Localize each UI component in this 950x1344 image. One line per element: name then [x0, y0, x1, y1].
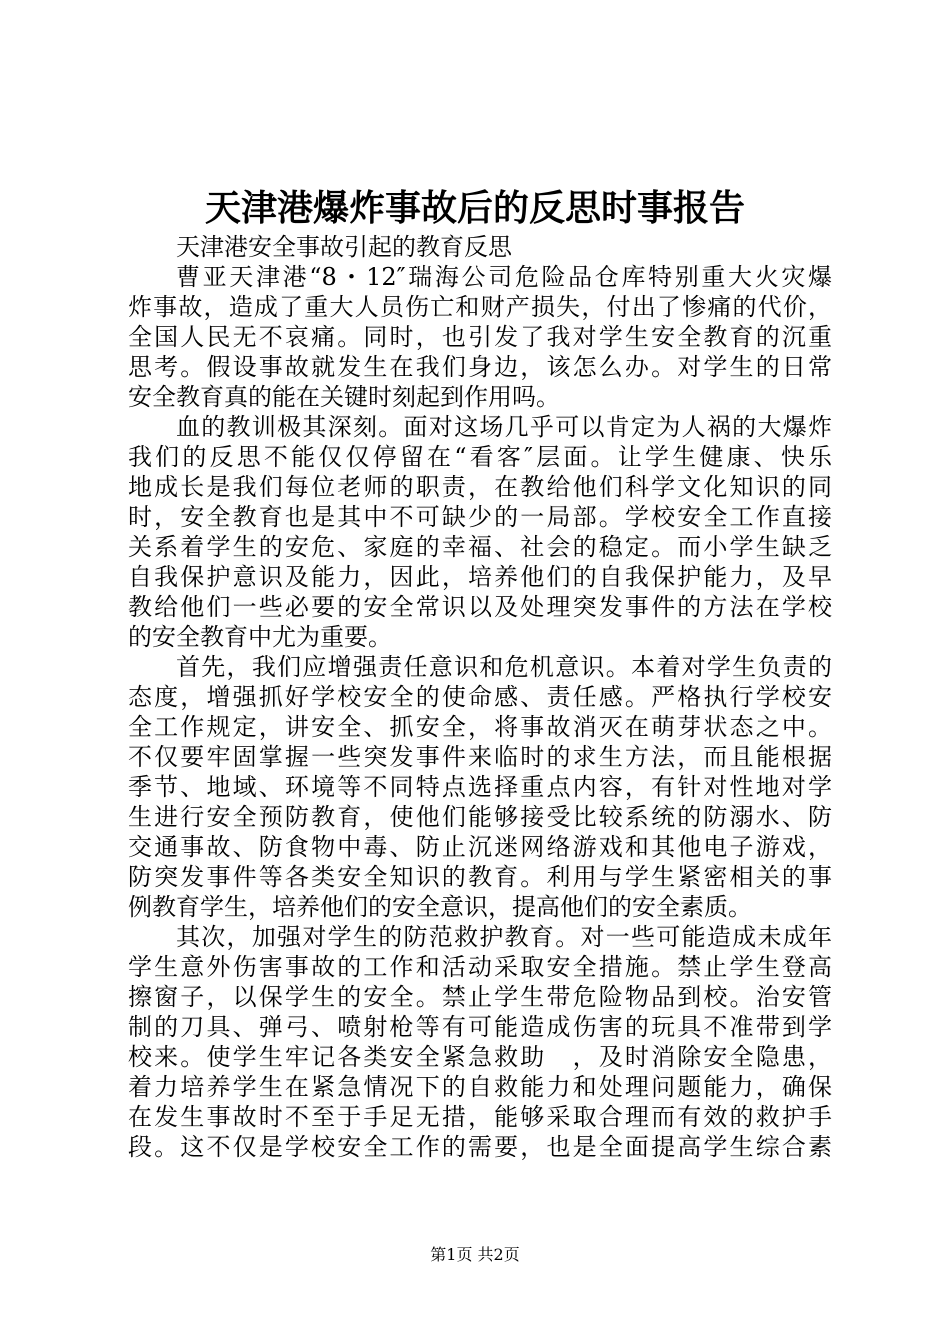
document-title: 天津港爆炸事故后的反思时事报告 — [204, 187, 745, 229]
paragraph-line: 其次，加强对学生的防范救护教育。对一些可能造成未成年 — [176, 923, 832, 951]
paragraph-line: 安全教育真的能在关键时刻起到作用吗。 — [128, 383, 560, 411]
paragraph-line: 例教育学生，培养他们的安全意识，提高他们的安全素质。 — [128, 893, 752, 921]
paragraph-line: 我们的反思不能仅仅停留在“看客″层面。让学生健康、快乐 — [128, 443, 832, 471]
paragraph-line: 在发生事故时不至于手足无措，能够采取合理而有效的救护手 — [128, 1103, 832, 1131]
paragraph-line: 校来。使学生牢记各类安全紧急救助 ，及时消除安全隐患， — [128, 1043, 832, 1071]
page-number-footer: 第1页 共2页 — [430, 1245, 520, 1264]
paragraph-line: 全国人民无不哀痛。同时，也引发了我对学生安全教育的沉重 — [128, 323, 832, 351]
paragraph-line: 学生意外伤害事故的工作和活动采取安全措施。禁止学生登高 — [128, 953, 832, 981]
paragraph-line: 曹亚天津港“8・12″瑞海公司危险品仓库特别重大火灾爆 — [176, 263, 832, 291]
paragraph-line: 教给他们一些必要的安全常识以及处理突发事件的方法在学校 — [128, 593, 832, 621]
paragraph-line: 季节、地域、环境等不同特点选择重点内容，有针对性地对学 — [128, 773, 832, 801]
paragraph-line: 首先，我们应增强责任意识和危机意识。本着对学生负责的 — [176, 653, 832, 681]
paragraph-line: 段。这不仅是学校安全工作的需要，也是全面提高学生综合素 — [128, 1133, 832, 1161]
paragraph-line: 关系着学生的安危、家庭的幸福、社会的稳定。而小学生缺乏 — [128, 533, 832, 561]
paragraph-line: 交通事故、防食物中毒、防止沉迷网络游戏和其他电子游戏， — [128, 833, 832, 861]
paragraph-line: 制的刀具、弹弓、喷射枪等有可能造成伤害的玩具不准带到学 — [128, 1013, 832, 1041]
paragraph-line: 擦窗子，以保学生的安全。禁止学生带危险物品到校。治安管 — [128, 983, 832, 1011]
paragraph-line: 着力培养学生在紧急情况下的自救能力和处理问题能力，确保 — [128, 1073, 832, 1101]
paragraph-line: 时，安全教育也是其中不可缺少的一局部。学校安全工作直接 — [128, 503, 832, 531]
paragraph-line: 防突发事件等各类安全知识的教育。利用与学生紧密相关的事 — [128, 863, 832, 891]
document-body — [128, 232, 832, 1162]
paragraph-line: 生进行安全预防教育，使他们能够接受比较系统的防溺水、防 — [128, 803, 832, 831]
paragraph-line: 炸事故，造成了重大人员伤亡和财产损失，付出了惨痛的代价， — [128, 293, 832, 321]
paragraph-line: 不仅要牢固掌握一些突发事件来临时的求生方法，而且能根据 — [128, 743, 832, 771]
paragraph-line: 思考。假设事故就发生在我们身边，该怎么办。对学生的日常 — [128, 353, 832, 381]
paragraph-line: 血的教训极其深刻。面对这场几乎可以肯定为人祸的大爆炸 — [176, 413, 832, 441]
paragraph-line: 的安全教育中尤为重要。 — [128, 623, 392, 651]
subtitle-line: 天津港安全事故引起的教育反思 — [176, 233, 512, 261]
paragraph-line: 地成长是我们每位老师的职责，在教给他们科学文化知识的同 — [128, 473, 832, 501]
paragraph-line: 自我保护意识及能力，因此，培养他们的自我保护能力，及早 — [128, 563, 832, 591]
paragraph-line: 态度，增强抓好学校安全的使命感、责任感。严格执行学校安 — [128, 683, 832, 711]
paragraph-line: 全工作规定，讲安全、抓安全，将事故消灭在萌芽状态之中。 — [128, 713, 832, 741]
